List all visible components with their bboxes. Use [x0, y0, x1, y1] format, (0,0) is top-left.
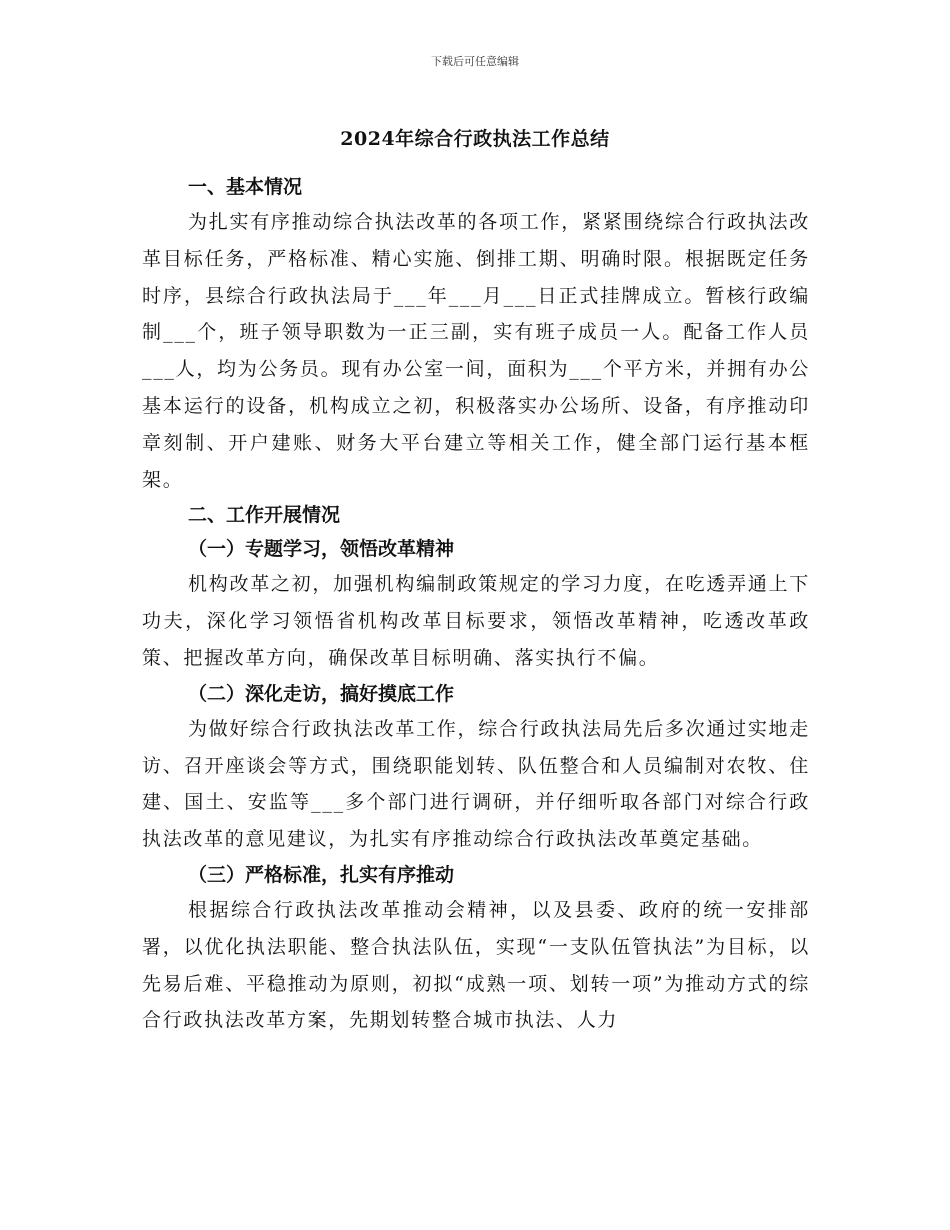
- document-title: 2024年综合行政执法工作总结: [340, 128, 610, 150]
- section-heading-work: 二、工作开展情况: [188, 504, 341, 527]
- subsection-heading-1: （一）专题学习，领悟改革精神: [188, 538, 455, 561]
- paragraph-survey: 为做好综合行政执法改革工作，综合行政执法局先后多次通过实地走访、召开座谈会等方式，围绕职能划转、队伍整合和人员编制对农牧、住建、国土、安监等___多个部门进行调研，并仔细听取各部门对综合行政执法改革的意见建议，为扎实有序推动综合行政执法改革奠定基础。: [142, 717, 810, 851]
- subsection-heading-2: （二）深化走访，搞好摸底工作: [188, 682, 455, 705]
- paragraph-study: 机构改革之初，加强机构编制政策规定的学习力度，在吃透弄通上下功夫，深化学习领悟省机构改革目标要求，领悟改革精神，吃透改革政策、把握改革方向，确保改革目标明确、落实执行不偏。: [142, 573, 810, 669]
- paragraph-standards: 根据综合行政执法改革推动会精神，以及县委、政府的统一安排部署，以优化执法职能、整合执法队伍，实现“一支队伍管执法”为目标，以先易后难、平稳推动为原则，初拟“成熟一项、划转一项”为推动方式的综合行政执法改革方案，先期划转整合城市执法、人力: [142, 898, 810, 1032]
- page-header: 下载后可任意编辑: [431, 55, 519, 68]
- document-body: [142, 170, 810, 1039]
- subsection-heading-3: （三）严格标准，扎实有序推动: [188, 863, 455, 886]
- section-heading-basic: 一、基本情况: [188, 176, 303, 198]
- paragraph-basic-situation: 为扎实有序推动综合执法改革的各项工作，紧紧围绕综合行政执法改革目标任务，严格标准、精心实施、倒排工期、明确时限。根据既定任务时序，县综合行政执法局于___年___月___日正式挂牌成立。暂核行政编制___个，班子领导职数为一正三副，实有班子成员一人。配备工作人员___人，均为公务员。现有办公室一间，面积为___个平方米，并拥有办公基本运行的设备，机构成立之初，积极落实办公场所、设备，有序推动印章刻制、开户建账、财务大平台建立等相关工作，健全部门运行基本框架。: [142, 211, 810, 491]
